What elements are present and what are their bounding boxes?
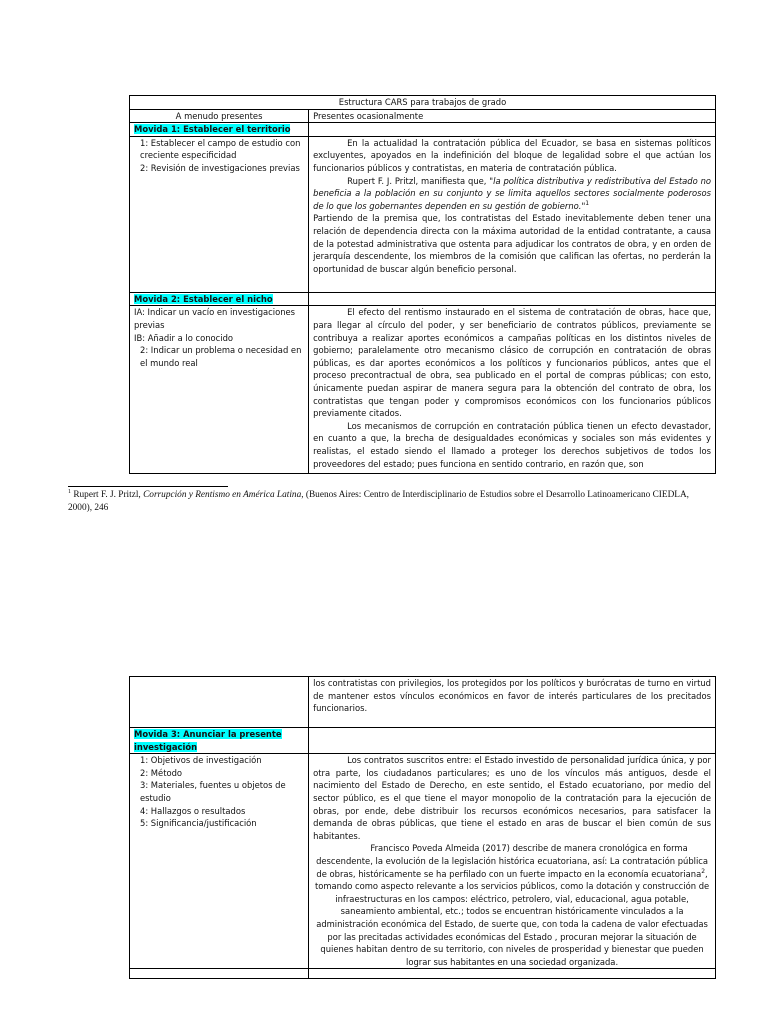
move2-body-row <box>130 306 716 474</box>
move2-title: Movida 2: Establecer el nicho <box>134 293 273 304</box>
empty-row <box>130 969 716 979</box>
footnote-ref-1: 1 <box>585 199 590 207</box>
column-header-right: Presentes ocasionalmente <box>309 109 716 123</box>
move1-steps <box>130 136 309 292</box>
move1-title: Movida 1: Establecer el territorio <box>134 124 291 135</box>
move2-continuation: los contratistas con privilegios, los protegidos por los políticos y burócratas de turno en virtud de mantener estos vínculos económicos en favor de interés particulares de los precitados funcionarios. <box>309 677 716 728</box>
table-title-row <box>130 96 716 110</box>
move1-header-row <box>130 123 716 137</box>
move3-body-row <box>130 754 716 969</box>
footnote-number: 1 <box>68 488 71 495</box>
move3-step-2: 2: Método <box>140 767 183 778</box>
move2-step-ia: IA: Indicar un vacío en investigaciones previas <box>134 307 296 330</box>
column-header-row <box>130 109 716 123</box>
move1-step-2: 2: Revisión de investigaciones previas <box>140 162 300 173</box>
move1-text <box>309 136 716 292</box>
column-header-left: A menudo presentes <box>130 109 309 123</box>
move3-step-4: 4: Hallazgos o resultados <box>140 805 246 816</box>
move2-paragraph-1: El efecto del rentismo instaurado en el sistema de contratación de obras, hace que, para llegar al círculo del poder, y ser beneficiario de contratos públicos, previamente se contribuya a realizar aportes económicos a campañas políticas en los distintos niveles de gobierno; paralelamente otro mecanismo clásico de corrupción en contratación de obras públicas, es dar aportes económicos a los políticos y funcionarios públicos, antes que el proceso precontractual de obra, sea publicado en el portal de compras públicas; con esto, únicamente puedan aspirar de manera segura para la obtención del contrato de obra, los contratistas que tengan poder y compromisos económicos con los funcionarios públicos previamente citados. <box>313 307 711 419</box>
move2-text <box>309 306 716 474</box>
cars-table-page2 <box>129 676 716 979</box>
continuation-row <box>130 677 716 728</box>
pritzl-quote: la política distributiva y redistributiva del Estado no beneficia a la población en su conjunto y se limita aquellos sectores socialmente poderosos de lo que los gobernantes dependen en su gestión de gobierno. <box>313 175 712 211</box>
move1-step-1: 1: Establecer el campo de estudio con creciente especificidad <box>140 137 301 161</box>
cars-table-page1 <box>129 95 716 474</box>
move2-paragraph-2: Los mecanismos de corrupción en contratación pública tienen un efecto devastador, en cuanto a que, la brecha de desigualdades económicas y sociales son más evidentes y realistas, el estado siendo el llamado a proteger los derechos subjetivos de todos los proveedores del estado; pues funciona en sentido contrario, en razón que, son <box>313 420 711 469</box>
move3-paragraph-2: Francisco Poveda Almeida (2017) describe de manera cronológica en forma descendente, la evolución de la legislación histórica ecuatoriana, así: La contratación pública de obras, históricamente se ha perfilado con un fuerte impacto en la economía ecuatoriana$^2$, tomando como aspecto relevante a los servicios públicos, como la dotación y construcción de infraestructuras en los campos: eléctrico, petrolero, vial, educacional, agua potable, saneamiento ambiental, etc.; todos se encuentran históricamente vinculados a la administración económica del Estado, de suerte que, con toda la cadena de valor efectuadas por las precitadas actividades económicas del Estado , procuran mejorar la situación de quienes habitan dentro de su territorio, con niveles de prosperidad y bienestar que pueden lograr sus habitantes en una sociedad organizada. <box>314 843 710 967</box>
move3-steps <box>130 754 309 969</box>
move1-title-cell <box>130 123 309 137</box>
move2-header-row <box>130 292 716 306</box>
move3-step-5: 5: Significancia/justificación <box>140 818 257 829</box>
move3-title-cell <box>130 728 309 754</box>
move2-step-2: 2: Indicar un problema o necesidad en el mundo real <box>140 345 302 368</box>
move1-body-row <box>130 136 716 292</box>
move2-steps <box>130 306 309 474</box>
move3-paragraph-1: Los contratos suscritos entre: el Estado investido de personalidad jurídica única, y por otra parte, los ciudadanos particulares; es uno de los vínculos más antiguos, desde el nacimiento del Estado de Derecho, en este sentido, el Estado ecuatoriano, por medio del sector público, es el que tiene el mayor monopolio de la contratación para la ejecución de obras, por ende, debe distribuir los recursos económicos necesarios, para satisfacer la demanda de obras públicas, que tiene el estado en aras de buscar el bien común de sus habitantes. <box>313 755 711 841</box>
move2-step-ib: IB: Añadir a lo conocido <box>134 332 234 343</box>
move3-header-row <box>130 728 716 754</box>
footnote-ref-2: 2 <box>701 867 706 875</box>
move3-text <box>309 754 716 969</box>
move3-step-3: 3: Materiales, fuentes u objetos de estudio <box>140 780 286 803</box>
footnote-separator <box>68 486 228 487</box>
move3-title: Movida 3: Anunciar la presente investigación <box>134 729 282 752</box>
table-title: Estructura CARS para trabajos de grado <box>130 96 716 110</box>
move2-title-cell <box>130 292 309 306</box>
move1-paragraph-2: Rupert F. J. Pritzl, manifiesta que, "la política distributiva y redistributiva del Estado no beneficia a la población en su conjunto y se limita aquellos sectores socialmente poderosos de lo que los gobernantes dependen en su gestión de gobierno."$^1$ <box>313 175 712 211</box>
move1-paragraph-3: Partiendo de la premisa que, los contratistas del Estado inevitablemente deben tener una relación de dependencia directa con la máxima autoridad de la entidad contratante, a causa de la potestad administrativa que ostenta para adjudicar los contratos de obra, y en orden de jerarquía descendente, los miembros de la comisión que califican las ofertas, no perderán la oportunidad de buscar algún beneficio personal. <box>313 213 711 274</box>
move1-paragraph-1: En la actualidad la contratación pública del Ecuador, se basa en sistemas políticos excluyentes, apoyados en la indefinición del bloque de legalidad sobre el que actúan los funcionarios públicos y contratistas, en materia de contratación pública. <box>313 137 711 173</box>
move3-step-1: 1: Objetivos de investigación <box>140 755 262 766</box>
footnote-1: $^1$ Rupert F. J. Pritzl, Corrupción y Rentismo en América Latina, (Buenos Aires: Centro de Interdisciplinario de Estudios sobre el Desarrollo Latinoamericano CIEDLA, 2000), 246 <box>68 488 690 513</box>
footnote-book-title: Corrupción y Rentismo en América Latina <box>143 490 302 500</box>
